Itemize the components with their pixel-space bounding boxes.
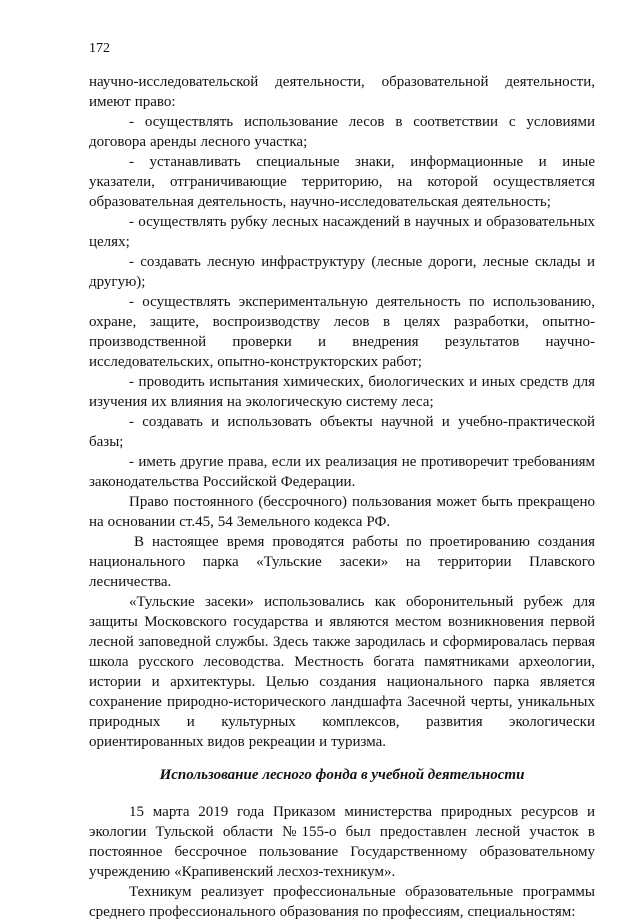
page-content xyxy=(89,72,595,922)
list-item: - устанавливать специальные знаки, информационные и иные указатели, отграничивающие территорию, на которой осуществляется образовательная деятельность, научно-исследовательская деятельность; xyxy=(89,154,595,210)
section-heading: Использование лесного фонда в учебной деятельности xyxy=(159,767,525,783)
body-paragraph: Право постоянного (бессрочного) пользования может быть прекращено на основании ст.45, 54 Земельного кодекса РФ. xyxy=(89,494,595,530)
paragraph-intro: научно-исследовательской деятельности, образовательной деятельности, имеют право: xyxy=(89,74,595,110)
list-item: - проводить испытания химических, биологических и иных средств для изучения их влияния на экологическую систему леса; xyxy=(89,374,595,410)
list-item: - осуществлять использование лесов в соответствии с условиями договора аренды лесного участка; xyxy=(89,114,595,150)
body-paragraph: 15 марта 2019 года Приказом министерства природных ресурсов и экологии Тульской области №155-о был предоставлен лесной участок в постоянное бессрочное пользование Государственному образовательному учреждению «Крапивенский лесхоз-техникум». xyxy=(89,804,595,880)
list-item: - иметь другие права, если их реализация не противоречит требованиям законодательства Российской Федерации. xyxy=(89,454,595,490)
list-item: - создавать и использовать объекты научной и учебно-практической базы; xyxy=(89,414,595,450)
list-item: - осуществлять рубку лесных насаждений в научных и образовательных целях; xyxy=(89,214,595,250)
page-number: 172 xyxy=(89,41,110,56)
list-item: - создавать лесную инфраструктуру (лесные дороги, лесные склады и другую); xyxy=(89,254,595,290)
body-paragraph: Техникум реализует профессиональные образовательные программы среднего профессионального образования по профессиям, специальностям: xyxy=(89,884,595,920)
body-paragraph: В настоящее время проводятся работы по проетированию создания национального парка «Тульские засеки» на территории Плавского лесничества. xyxy=(89,534,595,590)
body-paragraph: «Тульские засеки» использовались как оборонительный рубеж для защиты Московского государства и являются местом возникновения первой лесной заповедной службы. Здесь также зародилась и сформировалась первая школа русского лесоводства. Местность богата памятниками археологии, истории и архитектуры. Целью создания национального парка является сохранение природно-исторического ландшафта Засечной черты, уникальных природных и культурных комплексов, развития экологически ориентированных видов рекреации и туризма. xyxy=(89,594,595,750)
list-item: - осуществлять экспериментальную деятельность по использованию, охране, защите, воспроизводству лесов в целях разработки, опытно-производственной проверки и внедрения результатов научно-исследовательских, опытно-конструкторских работ; xyxy=(89,294,595,370)
